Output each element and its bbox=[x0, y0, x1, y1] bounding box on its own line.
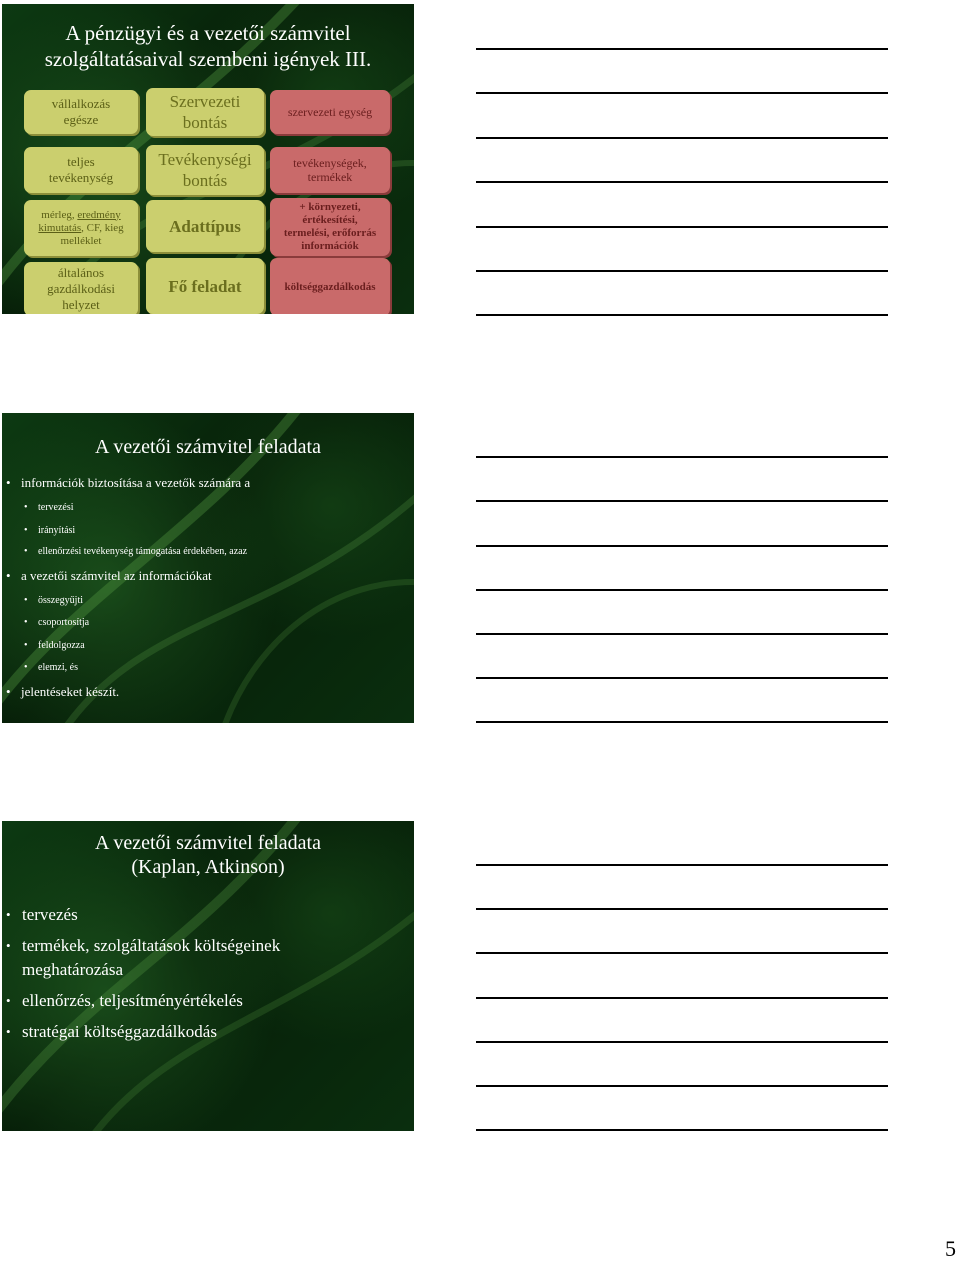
cell-text: mérleg, bbox=[41, 208, 75, 221]
cell-text: gazdálkodási bbox=[47, 281, 115, 296]
list-item-continuation bbox=[22, 959, 123, 981]
bullet-icon: • bbox=[24, 617, 28, 628]
cell-text: tevékenységek, bbox=[293, 156, 367, 170]
list-item bbox=[24, 545, 247, 558]
note-line bbox=[476, 226, 888, 228]
cell-text: helyzet bbox=[62, 297, 100, 312]
list-item-text: elemzi, és bbox=[38, 662, 78, 673]
list-item-text: ellenőrzési tevékenység támogatása érdekében, azaz bbox=[38, 546, 248, 557]
slide-3-title-line-1: A vezetői számvitel feladata bbox=[94, 832, 321, 854]
list-item-text: összegyűjti bbox=[38, 595, 83, 606]
slide-1-title-line-2: szolgáltatásaival szembeni igények III. bbox=[44, 47, 372, 71]
list-item bbox=[6, 904, 78, 926]
note-line bbox=[476, 270, 888, 272]
cell-text: általános bbox=[57, 265, 105, 280]
cell-text: Fő feladat bbox=[168, 276, 242, 296]
list-item-text: feldolgozza bbox=[38, 640, 85, 651]
cell-text: kimutatás bbox=[38, 221, 82, 234]
cell-text: bontás bbox=[182, 171, 228, 190]
list-item-text: információk biztosítása a vezetők számára a bbox=[21, 475, 251, 490]
slide-3-title bbox=[2, 831, 414, 879]
list-item bbox=[24, 594, 83, 607]
list-item-text: tervezés bbox=[22, 905, 78, 924]
note-line bbox=[476, 677, 888, 679]
cell-text: teljes bbox=[67, 154, 95, 169]
bullet-icon: • bbox=[24, 640, 28, 651]
cell-organizational-breakdown bbox=[146, 88, 264, 136]
cell-financial-statements bbox=[24, 200, 138, 256]
cell-text: , CF, kieg bbox=[81, 221, 124, 234]
list-item bbox=[24, 616, 89, 629]
cell-text: bontás bbox=[182, 113, 228, 132]
cell-data-type bbox=[146, 200, 264, 252]
cell-text: Tevékenységi bbox=[158, 150, 252, 169]
note-line bbox=[476, 314, 888, 316]
slide-2 bbox=[2, 413, 414, 723]
list-item bbox=[6, 935, 280, 957]
bullet-icon: • bbox=[24, 662, 28, 673]
list-item bbox=[6, 1021, 217, 1043]
list-item-text: a vezetői számvitel az információkat bbox=[21, 568, 212, 583]
cell-main-task bbox=[146, 258, 264, 314]
cell-text: szervezeti egység bbox=[287, 105, 373, 119]
note-line bbox=[476, 92, 888, 94]
list-item-text: meghatározása bbox=[22, 960, 123, 979]
list-item-text: jelentéseket készít. bbox=[21, 684, 120, 699]
bullet-icon: • bbox=[24, 595, 28, 606]
cell-text: információk bbox=[301, 240, 359, 252]
cell-environmental-info bbox=[270, 198, 390, 256]
slide-3 bbox=[2, 821, 414, 1131]
cell-activities-products bbox=[270, 147, 390, 193]
cell-company-whole bbox=[24, 90, 138, 134]
list-item bbox=[24, 501, 74, 514]
bullet-icon: • bbox=[24, 502, 28, 513]
list-item-text: stratégai költséggazdálkodás bbox=[22, 1022, 217, 1041]
note-line bbox=[476, 721, 888, 723]
list-item bbox=[24, 661, 78, 674]
bullet-icon: • bbox=[24, 525, 28, 536]
note-line bbox=[476, 500, 888, 502]
cell-text: + környezeti, bbox=[299, 201, 361, 213]
note-line bbox=[476, 48, 888, 50]
list-item-text: termékek, szolgáltatások költségeinek bbox=[22, 936, 281, 955]
slide-3-title-line-2: (Kaplan, Atkinson) bbox=[131, 856, 285, 878]
note-line bbox=[476, 137, 888, 139]
cell-text: egésze bbox=[63, 112, 99, 127]
list-item bbox=[24, 524, 75, 537]
bullet-icon: • bbox=[6, 684, 11, 699]
list-item bbox=[6, 475, 250, 491]
note-line bbox=[476, 456, 888, 458]
note-line bbox=[476, 1041, 888, 1043]
bullet-icon: • bbox=[6, 475, 11, 490]
bullet-icon: • bbox=[24, 546, 28, 557]
slide-1-title-line-1: A pénzügyi és a vezetői számvitel bbox=[65, 21, 351, 45]
slide-1-title bbox=[2, 20, 414, 72]
bullet-icon: • bbox=[6, 907, 11, 922]
cell-full-activity bbox=[24, 147, 138, 193]
note-line bbox=[476, 589, 888, 591]
note-line bbox=[476, 633, 888, 635]
note-line bbox=[476, 864, 888, 866]
slide-1 bbox=[2, 4, 414, 314]
note-line bbox=[476, 908, 888, 910]
cell-text: termékek bbox=[307, 170, 353, 184]
slide-2-title: A vezetői számvitel feladata bbox=[94, 436, 321, 458]
bullet-icon: • bbox=[6, 1024, 11, 1039]
note-line bbox=[476, 181, 888, 183]
page-number: 5 bbox=[945, 1236, 956, 1261]
note-line bbox=[476, 1129, 888, 1131]
list-item-text: ellenőrzés, teljesítményértékelés bbox=[22, 991, 243, 1010]
cell-text: vállalkozás bbox=[51, 96, 111, 111]
cell-text: tevékenység bbox=[48, 170, 114, 185]
bullet-icon: • bbox=[6, 993, 11, 1008]
bullet-icon: • bbox=[6, 568, 11, 583]
cell-text: Szervezeti bbox=[169, 92, 241, 111]
cell-cost-management bbox=[270, 258, 390, 314]
list-item bbox=[6, 990, 243, 1012]
bullet-icon: • bbox=[6, 938, 11, 953]
list-item bbox=[6, 568, 212, 584]
cell-text: melléklet bbox=[60, 234, 102, 247]
cell-text: Adattípus bbox=[169, 216, 241, 236]
cell-text: termelési, erőforrás bbox=[283, 227, 377, 239]
note-line bbox=[476, 997, 888, 999]
cell-activity-breakdown bbox=[146, 145, 264, 195]
cell-text: értékesítési, bbox=[302, 214, 358, 226]
cell-general-business-situation bbox=[24, 262, 138, 314]
cell-text: költséggazdálkodás bbox=[284, 280, 376, 293]
note-line bbox=[476, 1085, 888, 1087]
cell-text: eredmény bbox=[77, 208, 121, 221]
list-item-text: tervezési bbox=[38, 502, 74, 513]
list-item bbox=[6, 684, 119, 700]
list-item bbox=[24, 639, 85, 652]
list-item-text: csoportosítja bbox=[38, 617, 90, 628]
note-line bbox=[476, 545, 888, 547]
list-item-text: irányítási bbox=[38, 525, 76, 536]
cell-organizational-unit bbox=[270, 90, 390, 134]
note-line bbox=[476, 952, 888, 954]
